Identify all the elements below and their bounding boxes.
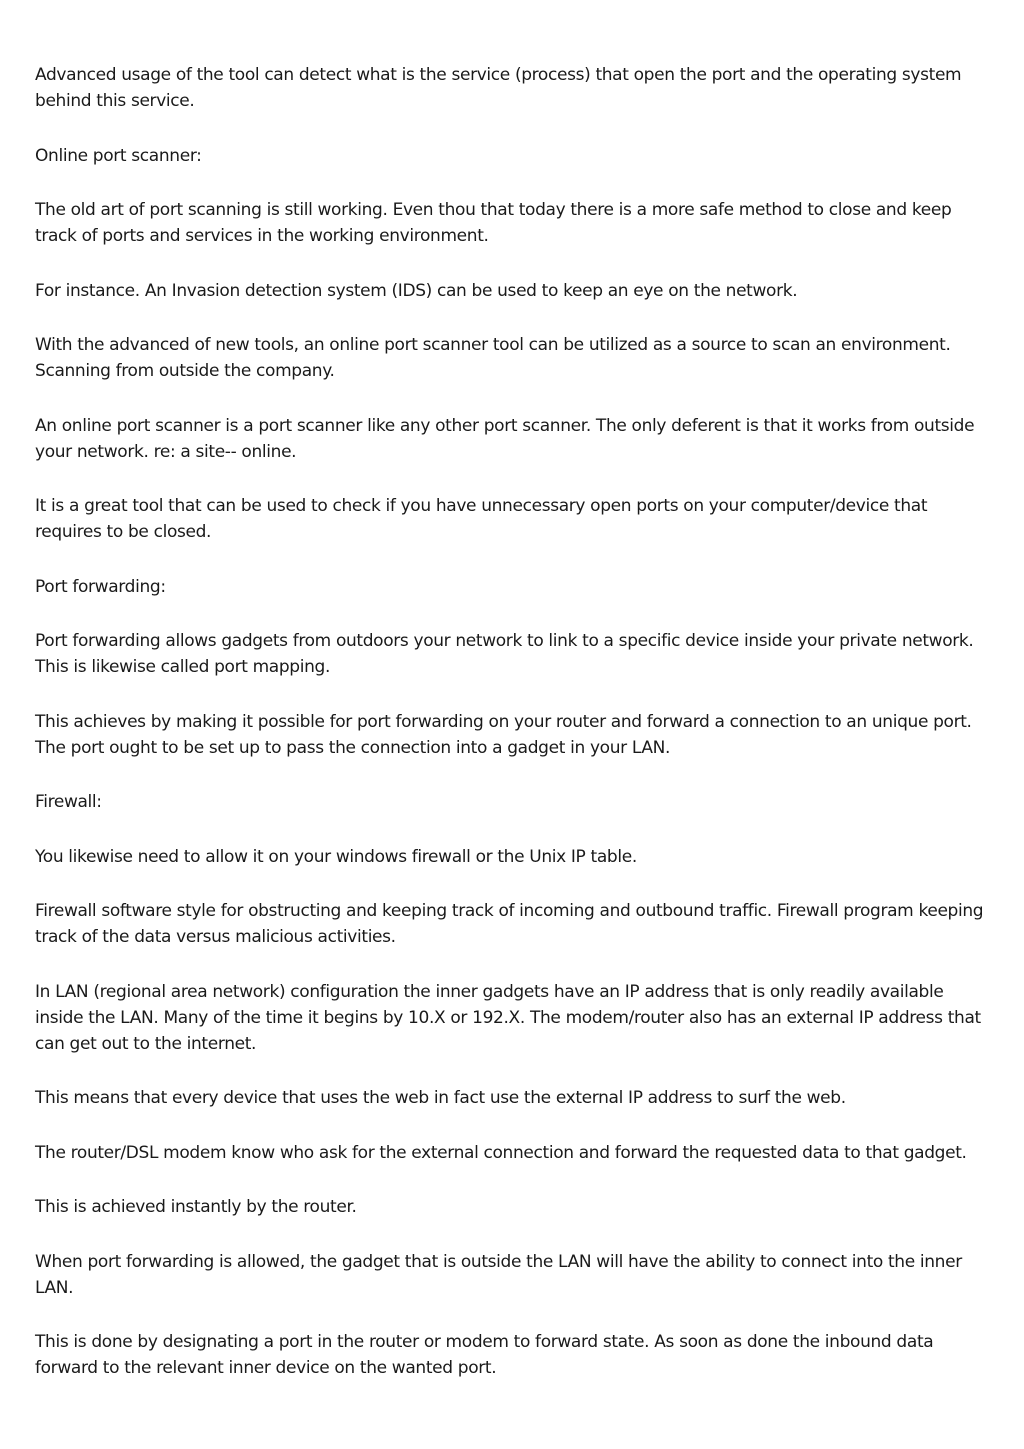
paragraph-advanced-usage: Advanced usage of the tool can detect what is the service (process) that open the port and the operating system behind this service. [35, 65, 962, 111]
heading-port-forwarding: Port forwarding: [35, 576, 166, 597]
paragraph-designating-port: This is done by designating a port in the router or modem to forward state. As soon as done the inbound data forward to the relevant inner device on the wanted port. [35, 1332, 934, 1378]
paragraph-ids: For instance. An Invasion detection system (IDS) can be used to keep an eye on the network. [35, 280, 798, 301]
paragraph-router-dsl: The router/DSL modem know who ask for the external connection and forward the requested data to that gadget. [35, 1142, 967, 1163]
paragraph-port-forwarding-allowed: When port forwarding is allowed, the gadget that is outside the LAN will have the ability to connect into the inner LAN. [35, 1251, 962, 1298]
heading-firewall: Firewall: [35, 792, 102, 812]
paragraph-firewall-software: Firewall software style for obstructing and keeping track of incoming and outbound traffic. Firewall program keeping track of the data versus malicious activities. [35, 901, 984, 947]
paragraph-port-forwarding-allows: Port forwarding allows gadgets from outdoors your network to link to a specific device inside your private network. This is likewise called port mapping. [35, 631, 974, 677]
paragraph-great-tool: It is a great tool that can be used to check if you have unnecessary open ports on your computer/device that requires to be closed. [35, 496, 928, 542]
document-body [35, 62, 995, 1410]
paragraph-old-art: The old art of port scanning is still working. Even thou that today there is a more safe method to close and keep track of ports and services in the working environment. [35, 200, 952, 246]
paragraph-new-tools: With the advanced of new tools, an online port scanner tool can be utilized as a source to scan an environment. Scanning from outside the company. [35, 335, 951, 381]
paragraph-external-ip: This means that every device that uses the web in fact use the external IP address to surf the web. [35, 1088, 846, 1108]
paragraph-achieved-instantly: This is achieved instantly by the router. [35, 1197, 357, 1217]
paragraph-online-scanner: An online port scanner is a port scanner like any other port scanner. The only deferent is that it works from outside your network. re: a site-- online. [35, 415, 975, 462]
heading-online-port-scanner: Online port scanner: [35, 145, 202, 166]
paragraph-windows-firewall: You likewise need to allow it on your windows firewall or the Unix IP table. [35, 846, 637, 867]
paragraph-lan-configuration: In LAN (regional area network) configuration the inner gadgets have an IP address that is only readily available inside the LAN. Many of the time it begins by 10.X or 192.X. The modem/router also has an external IP address that can get out to the internet. [35, 981, 981, 1054]
paragraph-achieves: This achieves by making it possible for port forwarding on your router and forward a connection to an unique port. The port ought to be set up to pass the connection into a gadget in your LAN. [35, 711, 972, 758]
